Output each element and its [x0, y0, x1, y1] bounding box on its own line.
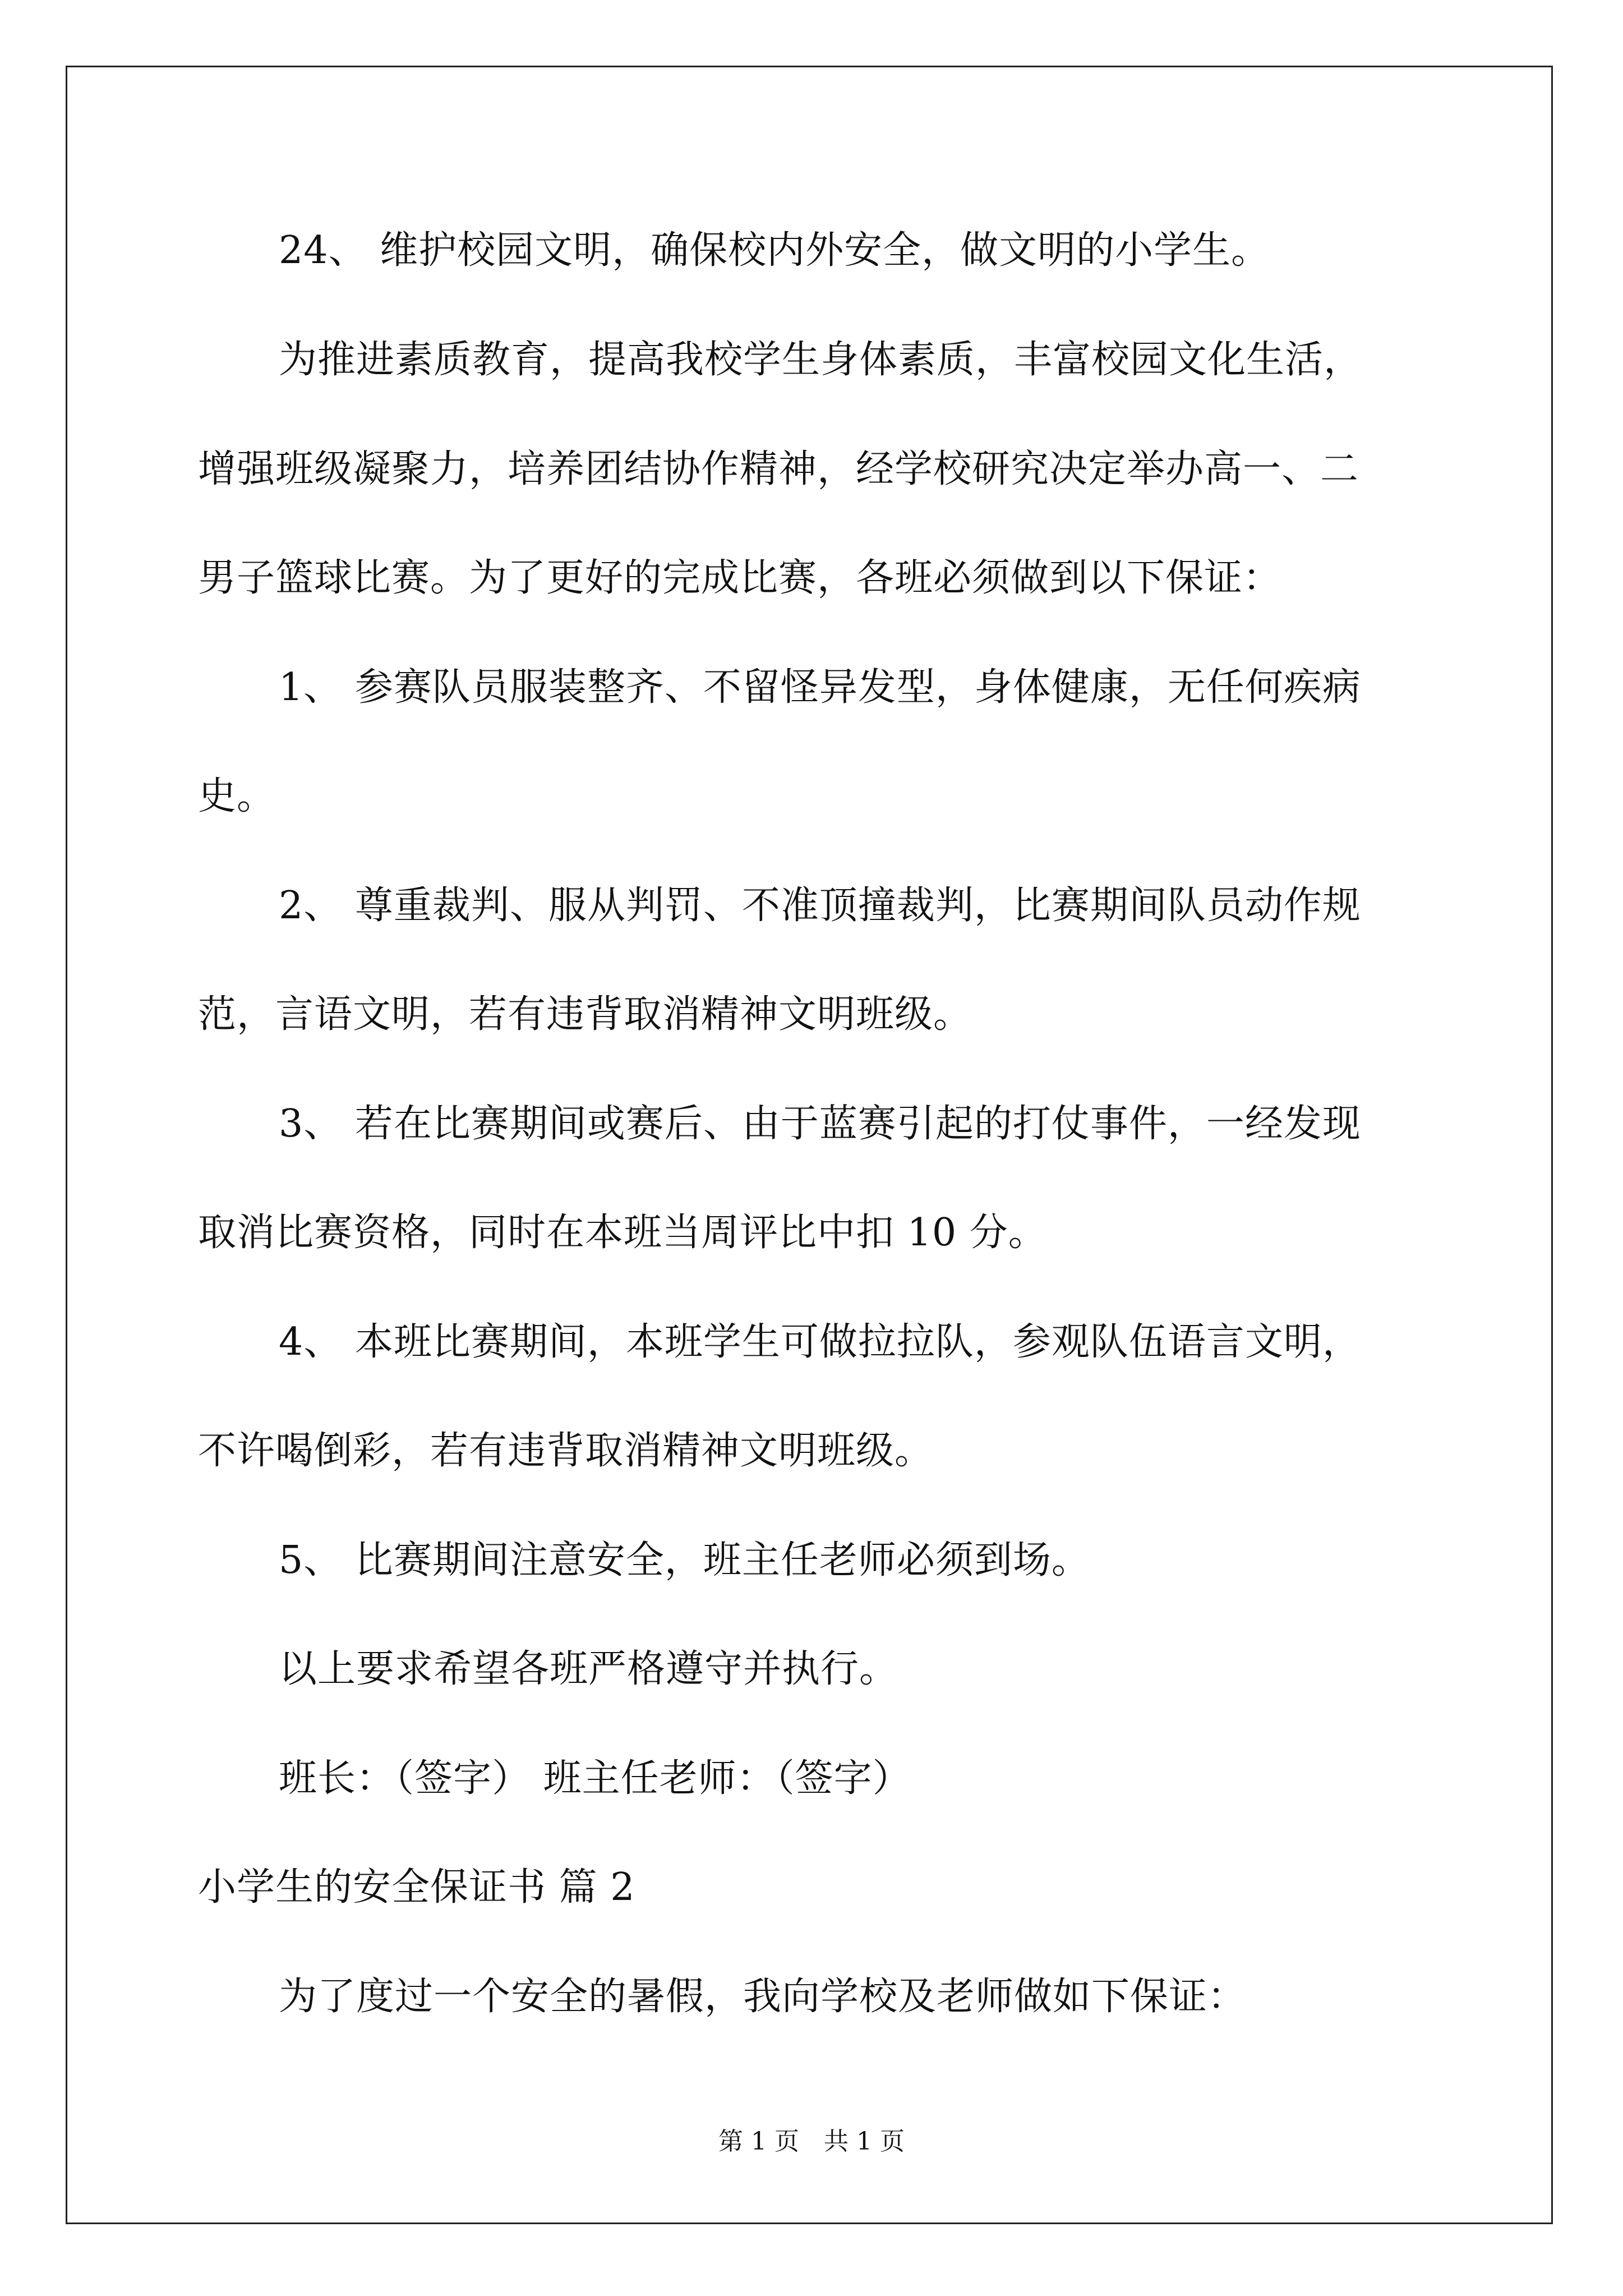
- paragraph-line: 增强班级凝聚力，培养团结协作精神，经学校研究决定举办高一、二: [198, 447, 1359, 491]
- list-item-2: 2、 尊重裁判、服从判罚、不准顶撞裁判，比赛期间队员动作规: [279, 884, 1361, 928]
- list-item-1: 1、 参赛队员服装整齐、不留怪异发型，身体健康，无任何疾病: [279, 665, 1361, 710]
- list-item-5: 5、 比赛期间注意安全，班主任老师必须到场。: [279, 1538, 1090, 1582]
- paragraph-line: 为了度过一个安全的暑假，我向学校及老师做如下保证：: [279, 1975, 1247, 2019]
- list-item-24: 24、 维护校园文明，确保校内外安全，做文明的小学生。: [279, 228, 1270, 273]
- section-heading: 小学生的安全保证书 篇 2: [198, 1865, 635, 1910]
- list-item-3: 3、 若在比赛期间或赛后、由于蓝赛引起的打仗事件，一经发现: [279, 1102, 1361, 1146]
- page-footer: 第 1 页 共 1 页: [718, 2127, 905, 2156]
- paragraph-line: 以上要求希望各班严格遵守并执行。: [279, 1647, 898, 1691]
- signature-line: 班长：（签字） 班主任老师：（签字）: [279, 1756, 911, 1801]
- list-item-4: 4、 本班比赛期间，本班学生可做拉拉队，参观队伍语言文明，: [279, 1320, 1361, 1364]
- paragraph-line: 男子篮球比赛。为了更好的完成比赛，各班必须做到以下保证：: [198, 556, 1282, 600]
- paragraph-line: 史。: [198, 774, 276, 818]
- paragraph-line: 为推进素质教育，提高我校学生身体素质，丰富校园文化生活，: [279, 338, 1363, 382]
- paragraph-line: 不许喝倒彩，若有违背取消精神文明班级。: [198, 1429, 934, 1473]
- paragraph-line: 取消比赛资格，同时在本班当周评比中扣 10 分。: [198, 1211, 1047, 1255]
- paragraph-line: 范，言语文明，若有违背取消精神文明班级。: [198, 992, 972, 1037]
